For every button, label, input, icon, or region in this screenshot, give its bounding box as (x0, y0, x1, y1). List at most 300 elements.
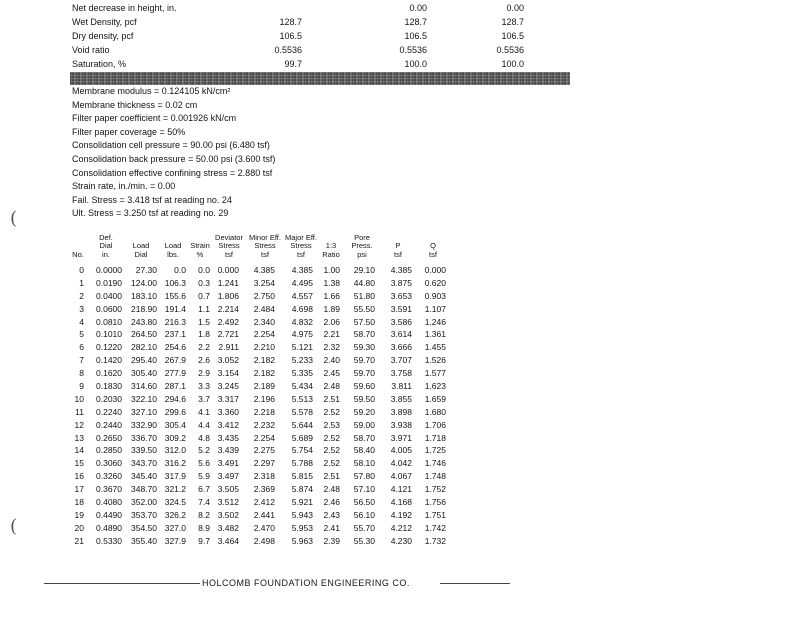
table-cell: 0.000 (424, 265, 446, 275)
company-footer: HOLCOMB FOUNDATION ENGINEERING CO. (202, 578, 410, 588)
table-cell: 4.975 (291, 329, 313, 340)
table-cell: 0.7 (198, 290, 210, 301)
table-cell: 267.9 (164, 355, 186, 366)
table-row (70, 393, 510, 406)
table-cell: 59.70 (353, 368, 375, 379)
table-cell: 314.60 (131, 381, 157, 392)
table-cell: 5.9 (198, 471, 210, 482)
table-row (70, 483, 510, 496)
table-cell: 4.832 (291, 316, 313, 327)
table-cell: 327.10 (131, 406, 157, 417)
table-cell: 5.943 (291, 509, 313, 520)
table-cell: 3.412 (217, 419, 239, 430)
table-row (70, 277, 510, 290)
table-cell: 5.578 (291, 406, 313, 417)
table-cell: 2.484 (253, 303, 275, 314)
table-cell: 5.963 (291, 535, 313, 546)
table-cell: 2.182 (253, 355, 275, 366)
table-cell: 3 (79, 303, 84, 314)
table-cell: 218.90 (131, 303, 157, 314)
table-cell: 282.10 (131, 342, 157, 353)
table-cell: 3.360 (217, 406, 239, 417)
table-cell: 3.439 (217, 445, 239, 456)
summary-label: Dry density, pcf (72, 31, 134, 41)
table-cell: 2.254 (253, 432, 275, 443)
table-row (70, 380, 510, 393)
table-cell: 0.1620 (96, 368, 122, 379)
table-cell: 3.3 (198, 381, 210, 392)
table-cell: 6 (79, 342, 84, 353)
table-cell: 2.9 (198, 368, 210, 379)
table-cell: 352.00 (131, 497, 157, 508)
table-cell: 55.30 (353, 535, 375, 546)
table-cell: 3.666 (390, 342, 412, 353)
column-header: Def. Dial in. (99, 232, 113, 259)
table-cell: 2.441 (253, 509, 275, 520)
table-cell: 3.497 (217, 471, 239, 482)
table-cell: 2.43 (323, 509, 340, 520)
table-cell: 1.623 (424, 381, 446, 392)
table-cell: 0.4080 (96, 497, 122, 508)
table-cell: 355.40 (131, 535, 157, 546)
table-cell: 2.182 (253, 368, 275, 379)
table-cell: 1.241 (217, 277, 239, 288)
table-cell: 3.512 (217, 497, 239, 508)
table-row (70, 264, 510, 277)
table-cell: 0.1220 (96, 342, 122, 353)
table-cell: 3.245 (217, 381, 239, 392)
table-cell: 1.659 (424, 393, 446, 404)
table-cell: 4.168 (390, 497, 412, 508)
table-cell: 155.6 (164, 290, 186, 301)
table-cell: 2.45 (323, 368, 340, 379)
table-cell: 191.4 (164, 303, 186, 314)
table-cell: 29.10 (353, 265, 375, 275)
table-cell: 5.233 (291, 355, 313, 366)
table-cell: 1.00 (323, 265, 340, 275)
table-cell: 1.455 (424, 342, 446, 353)
table-cell: 4 (79, 316, 84, 327)
table-cell: 1.725 (424, 445, 446, 456)
table-cell: 1.1 (198, 303, 210, 314)
table-cell: 287.1 (164, 381, 186, 392)
table-cell: 3.435 (217, 432, 239, 443)
table-cell: 343.70 (131, 458, 157, 469)
table-cell: 3.855 (390, 393, 412, 404)
table-cell: 58.70 (353, 432, 375, 443)
summary-value: 106.5 (404, 31, 427, 41)
table-cell: 309.2 (164, 432, 186, 443)
table-cell: 1.66 (323, 290, 340, 301)
table-cell: 2.53 (323, 419, 340, 430)
table-cell: 3.502 (217, 509, 239, 520)
table-row (70, 470, 510, 483)
table-cell: 1.8 (198, 329, 210, 340)
table-cell: 3.491 (217, 458, 239, 469)
table-cell: 3.464 (217, 535, 239, 546)
table-row (70, 509, 510, 522)
table-cell: 0.4890 (96, 522, 122, 533)
table-cell: 2.254 (253, 329, 275, 340)
table-cell: 5.335 (291, 368, 313, 379)
table-cell: 0.000 (217, 265, 239, 275)
table-cell: 316.2 (164, 458, 186, 469)
table-cell: 1.806 (217, 290, 239, 301)
table-cell: 2.340 (253, 316, 275, 327)
table-cell: 5.121 (291, 342, 313, 353)
test-data-table (70, 264, 510, 548)
table-cell: 21 (74, 535, 84, 546)
table-cell: 58.40 (353, 445, 375, 456)
summary-value: 100.0 (501, 59, 524, 69)
summary-value: 128.7 (404, 17, 427, 27)
table-cell: 0.1420 (96, 355, 122, 366)
table-row (70, 328, 510, 341)
table-cell: 0.0400 (96, 290, 122, 301)
table-cell: 2.297 (253, 458, 275, 469)
table-cell: 0.2240 (96, 406, 122, 417)
table-cell: 2 (79, 290, 84, 301)
column-header: 1:3 Ratio (322, 241, 340, 259)
table-cell: 55.50 (353, 303, 375, 314)
table-cell: 4.192 (390, 509, 412, 520)
table-cell: 2.48 (323, 484, 340, 495)
table-cell: 0.1830 (96, 381, 122, 392)
table-cell: 0.5330 (96, 535, 122, 546)
table-cell: 3.758 (390, 368, 412, 379)
table-cell: 1.732 (424, 535, 446, 546)
table-cell: 312.0 (164, 445, 186, 456)
table-cell: 321.2 (164, 484, 186, 495)
table-cell: 5.815 (291, 471, 313, 482)
table-cell: 16 (74, 471, 84, 482)
table-cell: 1.718 (424, 432, 446, 443)
table-cell: 1.361 (424, 329, 446, 340)
table-row (70, 406, 510, 419)
table-cell: 5.644 (291, 419, 313, 430)
table-cell: 2.214 (217, 303, 239, 314)
table-cell: 183.10 (131, 290, 157, 301)
summary-value: 106.5 (279, 31, 302, 41)
shaded-divider-band (70, 72, 570, 85)
table-cell: 58.70 (353, 329, 375, 340)
table-cell: 0.903 (424, 290, 446, 301)
table-cell: 44.80 (353, 277, 375, 288)
parameter-line: Ult. Stress = 3.250 tsf at reading no. 29 (72, 208, 229, 219)
table-row (70, 303, 510, 316)
table-cell: 6.7 (198, 484, 210, 495)
table-cell: 2.21 (323, 329, 340, 340)
table-cell: 4.4 (198, 419, 210, 430)
table-cell: 336.70 (131, 432, 157, 443)
table-cell: 4.385 (390, 265, 412, 275)
table-cell: 20 (74, 522, 84, 533)
table-cell: 59.70 (353, 355, 375, 366)
table-cell: 8.2 (198, 509, 210, 520)
table-cell: 7.4 (198, 497, 210, 508)
table-cell: 294.6 (164, 393, 186, 404)
table-header (70, 232, 510, 262)
table-cell: 4.557 (291, 290, 313, 301)
table-cell: 0.2030 (96, 393, 122, 404)
table-cell: 3.653 (390, 290, 412, 301)
table-cell: 2.2 (198, 342, 210, 353)
table-cell: 264.50 (131, 329, 157, 340)
column-header: Load lbs. (164, 241, 182, 259)
column-header: No. (72, 249, 84, 259)
table-cell: 13 (74, 432, 84, 443)
parameter-line: Consolidation cell pressure = 90.00 psi (6.480 tsf) (72, 140, 270, 151)
table-cell: 317.9 (164, 471, 186, 482)
summary-label: Net decrease in height, in. (72, 3, 177, 13)
table-cell: 2.52 (323, 432, 340, 443)
table-cell: 27.30 (135, 265, 157, 275)
table-cell: 5.921 (291, 497, 313, 508)
table-cell: 2.6 (198, 355, 210, 366)
table-cell: 1.89 (323, 303, 340, 314)
table-cell: 1.706 (424, 419, 446, 430)
table-cell: 59.50 (353, 393, 375, 404)
table-cell: 4.698 (291, 303, 313, 314)
table-cell: 2.52 (323, 458, 340, 469)
column-header: Load Dial (132, 241, 150, 259)
table-cell: 3.614 (390, 329, 412, 340)
table-cell: 2.275 (253, 445, 275, 456)
table-cell: 12 (74, 419, 84, 430)
table-cell: 2.51 (323, 471, 340, 482)
table-cell: 1.38 (323, 277, 340, 288)
table-cell: 2.369 (253, 484, 275, 495)
summary-value: 0.00 (409, 3, 427, 13)
summary-value: 100.0 (404, 59, 427, 69)
binder-hole-mark: ( (10, 208, 18, 229)
table-cell: 3.811 (391, 381, 412, 392)
parameter-line: Fail. Stress = 3.418 tsf at reading no. 24 (72, 194, 232, 205)
table-cell: 327.9 (164, 535, 186, 546)
table-cell: 4.005 (390, 445, 412, 456)
table-cell: 2.911 (218, 342, 239, 353)
table-cell: 59.30 (353, 342, 375, 353)
table-cell: 1.680 (424, 406, 446, 417)
table-cell: 7 (79, 355, 84, 366)
column-header: Minor Eff. Stress tsf (249, 232, 281, 259)
table-cell: 51.80 (353, 290, 375, 301)
column-header: Q tsf (429, 241, 437, 259)
parameter-line: Strain rate, in./min. = 0.00 (72, 181, 176, 192)
table-cell: 5.434 (291, 381, 313, 392)
summary-value: 128.7 (501, 17, 524, 27)
table-cell: 5.513 (291, 393, 313, 404)
table-cell: 1 (79, 277, 84, 288)
summary-label: Wet Density, pcf (72, 17, 137, 27)
table-cell: 322.10 (131, 393, 157, 404)
column-header: Pore Press. psi (351, 232, 373, 259)
table-cell: 0.3260 (96, 471, 122, 482)
table-cell: 124.00 (131, 277, 157, 288)
table-row (70, 354, 510, 367)
table-cell: 243.80 (131, 316, 157, 327)
table-cell: 2.51 (323, 393, 340, 404)
table-cell: 5 (79, 329, 84, 340)
table-cell: 1.5 (198, 316, 210, 327)
table-cell: 0.0 (198, 265, 210, 275)
table-cell: 11 (75, 406, 84, 417)
table-cell: 3.317 (217, 393, 239, 404)
summary-label: Saturation, % (72, 59, 127, 69)
table-cell: 254.6 (164, 342, 186, 353)
table-cell: 1.746 (424, 458, 446, 469)
table-cell: 4.121 (390, 484, 412, 495)
table-cell: 1.107 (424, 303, 446, 314)
table-cell: 56.10 (353, 509, 375, 520)
table-row (70, 341, 510, 354)
column-header: Deviator Stress tsf (215, 232, 243, 259)
table-cell: 3.971 (390, 432, 412, 443)
table-cell: 5.788 (291, 458, 313, 469)
footer-rule-left (44, 583, 200, 584)
table-cell: 3.707 (390, 355, 412, 366)
table-cell: 299.6 (164, 406, 186, 417)
table-cell: 1.526 (424, 355, 446, 366)
table-cell: 237.1 (164, 329, 186, 340)
table-cell: 2.210 (253, 342, 275, 353)
summary-value: 0.00 (506, 3, 524, 13)
parameter-line: Membrane thickness = 0.02 cm (72, 99, 198, 110)
table-cell: 2.52 (323, 445, 340, 456)
table-cell: 10 (74, 393, 84, 404)
table-cell: 59.00 (353, 419, 375, 430)
table-cell: 57.50 (353, 316, 375, 327)
table-cell: 305.40 (131, 368, 157, 379)
table-cell: 3.591 (390, 303, 412, 314)
table-cell: 0.3670 (96, 484, 122, 495)
table-cell: 3.505 (217, 484, 239, 495)
table-cell: 3.482 (217, 522, 239, 533)
table-cell: 5.874 (291, 484, 313, 495)
table-cell: 305.4 (164, 419, 186, 430)
table-cell: 1.246 (424, 316, 446, 327)
table-cell: 4.385 (291, 265, 313, 275)
summary-value: 106.5 (501, 31, 524, 41)
table-cell: 3.052 (217, 355, 239, 366)
table-cell: 2.750 (253, 290, 275, 301)
table-cell: 2.41 (323, 522, 340, 533)
table-cell: 8.9 (198, 522, 210, 533)
table-cell: 4.8 (198, 432, 210, 443)
table-cell: 339.50 (131, 445, 157, 456)
table-cell: 59.20 (353, 406, 375, 417)
table-cell: 1.751 (424, 509, 446, 520)
table-cell: 58.10 (353, 458, 375, 469)
footer-rule-right (440, 583, 510, 584)
table-cell: 3.898 (390, 406, 412, 417)
table-cell: 2.498 (253, 535, 275, 546)
table-row (70, 444, 510, 457)
table-row (70, 496, 510, 509)
table-cell: 2.232 (253, 419, 275, 430)
table-cell: 0.0810 (96, 316, 122, 327)
table-cell: 4.1 (198, 406, 210, 417)
table-cell: 327.0 (164, 522, 186, 533)
summary-value: 99.7 (284, 59, 302, 69)
table-cell: 3.938 (390, 419, 412, 430)
table-cell: 14 (74, 445, 84, 456)
table-cell: 2.412 (253, 497, 275, 508)
table-cell: 9 (79, 381, 84, 392)
column-header: P tsf (394, 241, 402, 259)
table-cell: 3.875 (390, 277, 412, 288)
summary-value: 0.5536 (496, 45, 524, 55)
table-cell: 4.067 (390, 471, 412, 482)
table-cell: 2.318 (253, 471, 275, 482)
table-row (70, 432, 510, 445)
parameter-line: Membrane modulus = 0.124105 kN/cm² (72, 86, 231, 96)
table-cell: 0.0 (174, 265, 186, 275)
table-cell: 106.3 (164, 277, 186, 288)
table-cell: 5.2 (198, 445, 210, 456)
table-cell: 4.230 (390, 535, 412, 546)
table-cell: 1.742 (424, 522, 446, 533)
table-cell: 0.0600 (96, 303, 122, 314)
table-cell: 3.586 (390, 316, 412, 327)
table-cell: 354.50 (131, 522, 157, 533)
table-cell: 2.48 (323, 381, 340, 392)
table-cell: 0.3060 (96, 458, 122, 469)
table-cell: 57.10 (353, 484, 375, 495)
table-cell: 0.3 (198, 277, 210, 288)
summary-value: 0.5536 (274, 45, 302, 55)
table-cell: 1.752 (424, 484, 446, 495)
table-cell: 3.154 (217, 368, 239, 379)
parameter-line: Filter paper coefficient = 0.001926 kN/cm (72, 113, 237, 124)
table-row (70, 367, 510, 380)
table-cell: 55.70 (353, 522, 375, 533)
table-cell: 5.754 (291, 445, 313, 456)
table-cell: 4.495 (291, 277, 313, 288)
table-cell: 5.953 (291, 522, 313, 533)
table-cell: 277.9 (164, 368, 186, 379)
table-cell: 0.620 (424, 277, 446, 288)
table-cell: 4.385 (253, 265, 275, 275)
table-cell: 0.2440 (96, 419, 122, 430)
table-cell: 345.40 (131, 471, 157, 482)
table-cell: 0.0000 (96, 265, 122, 275)
table-cell: 295.40 (131, 355, 157, 366)
table-cell: 353.70 (131, 509, 157, 520)
table-cell: 2.39 (323, 535, 340, 546)
table-cell: 56.50 (353, 497, 375, 508)
table-cell: 0 (79, 265, 84, 275)
table-row (70, 290, 510, 303)
table-cell: 8 (79, 368, 84, 379)
table-cell: 0.4490 (96, 509, 122, 520)
parameter-line: Consolidation effective confining stress = 2.880 tsf (72, 167, 273, 178)
table-cell: 0.1010 (96, 329, 122, 340)
table-cell: 1.748 (424, 471, 446, 482)
table-cell: 4.212 (390, 522, 412, 533)
table-cell: 5.6 (198, 458, 210, 469)
column-header: Major Eff. Stress tsf (285, 232, 317, 259)
table-cell: 216.3 (164, 316, 186, 327)
table-cell: 0.0190 (96, 277, 122, 288)
table-cell: 4.042 (390, 458, 412, 469)
table-cell: 1.577 (424, 368, 446, 379)
summary-label: Void ratio (72, 45, 110, 55)
table-cell: 9.7 (198, 535, 210, 546)
table-cell: 0.2850 (96, 445, 122, 456)
table-cell: 15 (74, 458, 84, 469)
table-cell: 5.689 (291, 432, 313, 443)
